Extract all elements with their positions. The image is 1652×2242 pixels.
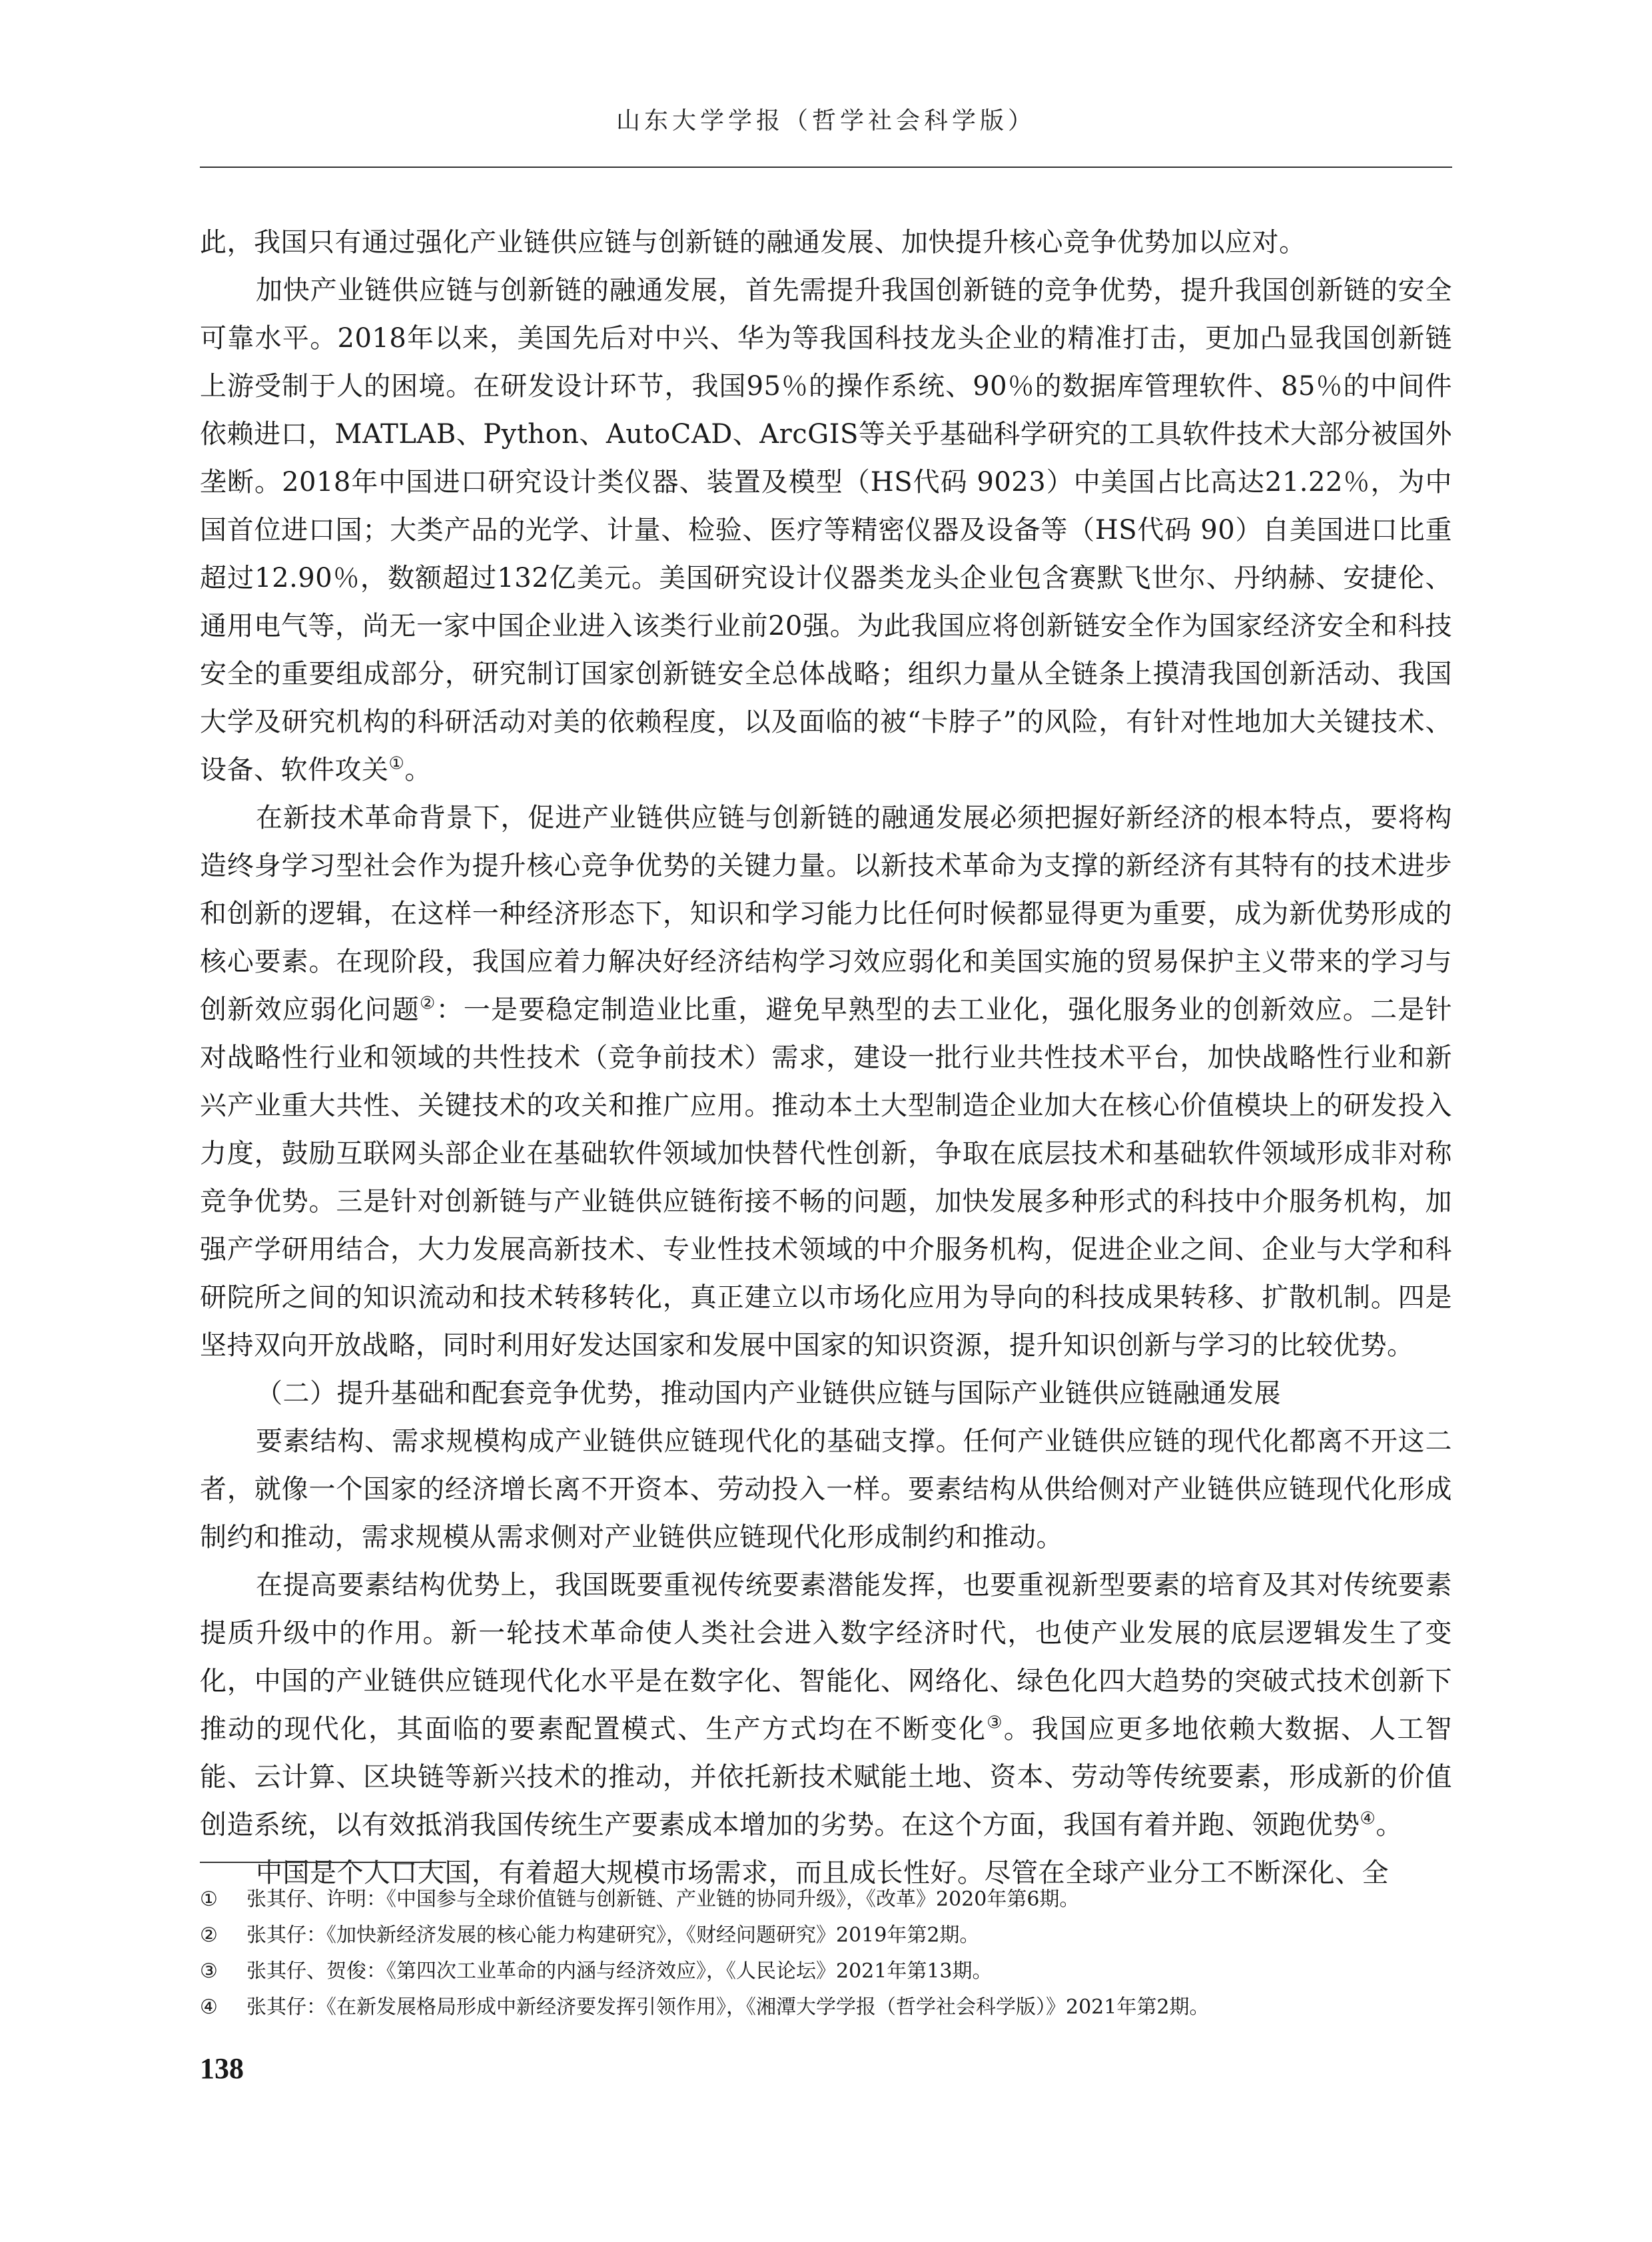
footnote-text: 张其仔、许明：《中国参与全球价值链与创新链、产业链的协同升级》，《改革》2020年第6期。 <box>246 1888 1080 1911</box>
footnote-ref-1[interactable]: ① <box>388 753 405 774</box>
running-header: 山东大学学报（哲学社会科学版） <box>616 107 1036 135</box>
footnote-text: 张其仔：《加快新经济发展的核心能力构建研究》，《财经问题研究》2019年第2期。 <box>246 1924 980 1947</box>
paragraph-5 <box>200 1561 1452 1849</box>
paragraph-text: 在新技术革命背景下，促进产业链供应链与创新链的融通发展必须把握好新经济的根本特点，要将构造终身学习型社会作为提升核心竞争优势的关键力量。以新技术革命为支撑的新经济有其特有的技术进步和创新的逻辑，在这样一种经济形态下，知识和学习能力比任何时候都显得更为重要，成为新优势形成的核心要素。在现阶段，我国应着力解决好经济结构学习效应弱化和美国实施的贸易保护主义带来的学习与创新效应弱化问题 <box>200 803 1452 1025</box>
paragraph-2 <box>200 266 1452 794</box>
paragraph-tail: 。我国应更多地依赖大数据、人工智能、云计算、区块链等新兴技术的推动，并依托新技术赋能土地、资本、劳动等传统要素，形成新的价值创造系统，以有效抵消我国传统生产要素成本增加的劣势。在这个方面，我国有着并跑、领跑优势 <box>200 1714 1453 1840</box>
paragraph-text: 加快产业链供应链与创新链的融通发展，首先需提升我国创新链的竞争优势，提升我国创新链的安全可靠水平。2018年以来，美国先后对中兴、华为等我国科技龙头企业的精准打击，更加凸显我国创新链上游受制于人的困境。在研发设计环节，我国95％的操作系统、90％的数据库管理软件、85％的中间件依赖进口，MATLAB、Python、AutoCAD、ArcGIS等关乎基础科学研究的工具软件技术大部分被国外垄断。2018年中国进口研究设计类仪器、装置及模型（HS代码 9023）中美国占比高达21.22％，为中国首位进口国；大类产品的光学、计量、检验、医疗等精密仪器及设备等（HS代码 90）自美国进口比重超过12.90％，数额超过132亿美元。美国研究设计仪器类龙头企业包含赛默飞世尔、丹纳赫、安捷伦、通用电气等，尚无一家中国企业进入该类行业前20强。为此我国应将创新链安全作为国家经济安全和科技安全的重要组成部分，研究制订国家创新链安全总体战略；组织力量从全链条上摸清我国创新活动、我国大学及研究机构的科研活动对美的依赖程度，以及面临的被“卡脖子”的风险，有针对性地加大关键技术、设备、软件攻关 <box>200 275 1452 785</box>
paragraph-text: 此，我国只有通过强化产业链供应链与创新链的融通发展、加快提升核心竞争优势加以应对。 <box>200 227 1306 258</box>
footnote-3 <box>200 1954 1452 1990</box>
footnote-marker: ① <box>200 1888 218 1911</box>
footnote-ref-4[interactable]: ④ <box>1360 1808 1376 1829</box>
footnote-ref-2[interactable]: ② <box>420 993 436 1014</box>
paragraph-3 <box>200 794 1452 1369</box>
paragraph-1 <box>200 218 1452 266</box>
footnotes <box>200 1882 1452 2026</box>
paragraph-text: 中国是个人口大国，有着超大规模市场需求，而且成长性好。尽管在全球产业分工不断深化、全 <box>256 1858 1389 1888</box>
paragraph-tail: 。 <box>404 755 432 785</box>
page-number: 138 <box>200 2052 244 2085</box>
footnote-marker: ③ <box>200 1960 218 1983</box>
paragraph-text: 要素结构、需求规模构成产业链供应链现代化的基础支撑。任何产业链供应链的现代化都离不开这二者，就像一个国家的经济增长离不开资本、劳动投入一样。要素结构从供给侧对产业链供应链现代化形成制约和推动，需求规模从需求侧对产业链供应链现代化形成制约和推动。 <box>200 1426 1452 1553</box>
footnote-text: 张其仔、贺俊：《第四次工业革命的内涵与经济效应》，《人民论坛》2021年第13期。 <box>246 1960 993 1983</box>
paragraph-text: 在提高要素结构优势上，我国既要重视传统要素潜能发挥，也要重视新型要素的培育及其对传统要素提质升级中的作用。新一轮技术革命使人类社会进入数字经济时代，也使产业发展的底层逻辑发生了变化，中国的产业链供应链现代化水平是在数字化、智能化、网络化、绿色化四大趋势的突破式技术创新下推动的现代化，其面临的要素配置模式、生产方式均在不断变化 <box>200 1570 1452 1744</box>
paragraph-4 <box>200 1417 1452 1561</box>
footnote-1 <box>200 1882 1452 1918</box>
footnote-text: 张其仔：《在新发展格局形成中新经济要发挥引领作用》，《湘潭大学学报（哲学社会科学版）》2021年第2期。 <box>246 1996 1210 2019</box>
footnote-marker: ④ <box>200 1996 218 2019</box>
footnote-2 <box>200 1918 1452 1954</box>
paragraph-tail: 。 <box>1376 1810 1403 1840</box>
section-subheading <box>200 1369 1452 1417</box>
paragraph-tail: ：一是要稳定制造业比重，避免早熟型的去工业化，强化服务业的创新效应。二是针对战略性行业和领域的共性技术（竞争前技术）需求，建设一批行业共性技术平台，加快战略性行业和新兴产业重大共性、关键技术的攻关和推广应用。推动本土大型制造企业加大在核心价值模块上的研发投入力度，鼓励互联网头部企业在基础软件领域加快替代性创新，争取在底层技术和基础软件领域形成非对称竞争优势。三是针对创新链与产业链供应链衔接不畅的问题，加快发展多种形式的科技中介服务机构，加强产学研用结合，大力发展高新技术、专业性技术领域的中介服务机构，促进企业之间、企业与大学和科研院所之间的知识流动和技术转移转化，真正建立以市场化应用为导向的科技成果转移、扩散机制。四是坚持双向开放战略，同时利用好发达国家和发展中国家的知识资源，提升知识创新与学习的比较优势。 <box>200 994 1453 1361</box>
footnote-4 <box>200 1990 1452 2026</box>
header-divider <box>200 167 1452 168</box>
footnote-marker: ② <box>200 1924 218 1947</box>
footnote-ref-3[interactable]: ③ <box>987 1712 1004 1733</box>
subheading-text: （二）提升基础和配套竞争优势，推动国内产业链供应链与国际产业链供应链融通发展 <box>256 1378 1281 1409</box>
footnote-divider <box>200 1862 446 1863</box>
article-body <box>200 218 1452 1897</box>
